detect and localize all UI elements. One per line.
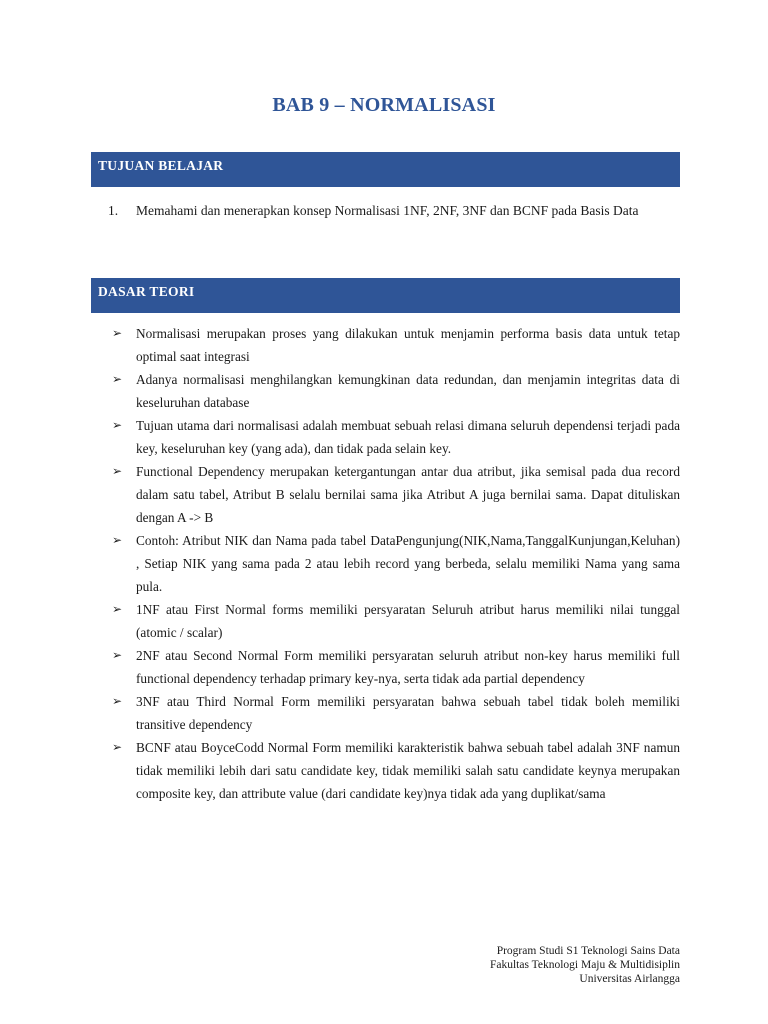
list-item (112, 690, 680, 736)
arrowhead-bullet-icon: ➢ (112, 533, 123, 547)
list-item-text: BCNF atau BoyceCodd Normal Form memiliki karakteristik bahwa sebuah tabel adalah 3NF namun tidak memiliki lebih dari satu candidate key, tidak memiliki salah satu candidate keynya merupakan composite key, dan attribute value (dari candidate key)nya tidak ada yang duplikat/sama (136, 740, 680, 801)
footer-program: Program Studi S1 Teknologi Sains Data (496, 945, 680, 957)
list-item (112, 529, 680, 598)
arrowhead-bullet-icon: ➢ (112, 648, 123, 662)
list-item-text: Memahami dan menerapkan konsep Normalisasi 1NF, 2NF, 3NF dan BCNF pada Basis Data (136, 203, 639, 218)
page-title: BAB 9 – NORMALISASI (272, 94, 496, 116)
arrowhead-bullet-icon: ➢ (112, 694, 123, 708)
list-item-text: Normalisasi merupakan proses yang dilakukan untuk menjamin performa basis data untuk tetap optimal saat integrasi (136, 326, 680, 364)
dasar-teori-list (112, 322, 680, 805)
list-item-text: Tujuan utama dari normalisasi adalah membuat sebuah relasi dimana seluruh dependensi terjadi pada key, keseluruhan key (yang ada), dan tidak pada selain key. (136, 418, 680, 456)
list-item (112, 736, 680, 805)
list-item-text: Functional Dependency merupakan ketergantungan antar dua atribut, jika semisal pada dua record dalam satu tabel, Atribut B selalu bernilai sama jika Atribut A juga bernilai sama. Dapat dituliskan dengan A -> B (136, 464, 680, 525)
list-item (112, 644, 680, 690)
footer-faculty: Fakultas Teknologi Maju & Multidisiplin (489, 959, 680, 971)
list-item (112, 460, 680, 529)
arrowhead-bullet-icon: ➢ (112, 372, 123, 386)
list-item (112, 322, 680, 368)
arrowhead-bullet-icon: ➢ (112, 740, 123, 754)
section-heading-tujuan-belajar: TUJUAN BELAJAR (91, 152, 680, 187)
list-item (112, 414, 680, 460)
list-item (112, 598, 680, 644)
footer-university: Universitas Airlangga (579, 973, 680, 985)
list-item-text: Adanya normalisasi menghilangkan kemungkinan data redundan, dan menjamin integritas data di keseluruhan database (136, 372, 680, 410)
page-footer (490, 944, 680, 986)
list-item (112, 368, 680, 414)
list-item-text: 1NF atau First Normal forms memiliki persyaratan Seluruh atribut harus memiliki nilai tunggal (atomic / scalar) (136, 602, 680, 640)
arrowhead-bullet-icon: ➢ (112, 602, 123, 616)
section-heading-dasar-teori: DASAR TEORI (91, 278, 680, 313)
list-item-text: 2NF atau Second Normal Form memiliki persyaratan seluruh atribut non-key harus memiliki full functional dependency terhadap primary key-nya, serta tidak ada partial dependency (136, 648, 680, 686)
list-item-text: Contoh: Atribut NIK dan Nama pada tabel DataPengunjung(NIK,Nama,TanggalKunjungan,Keluhan) , Setiap NIK yang sama pada 2 atau lebih record yang berbeda, selalu memiliki Nama yang sama pula. (136, 533, 680, 594)
list-number: 1. (108, 203, 119, 218)
arrowhead-bullet-icon: ➢ (112, 464, 123, 478)
list-item-text: 3NF atau Third Normal Form memiliki persyaratan bahwa sebuah tabel tidak boleh memiliki transitive dependency (136, 694, 680, 732)
arrowhead-bullet-icon: ➢ (112, 326, 123, 340)
arrowhead-bullet-icon: ➢ (112, 418, 123, 432)
numbered-list-item (108, 199, 680, 222)
